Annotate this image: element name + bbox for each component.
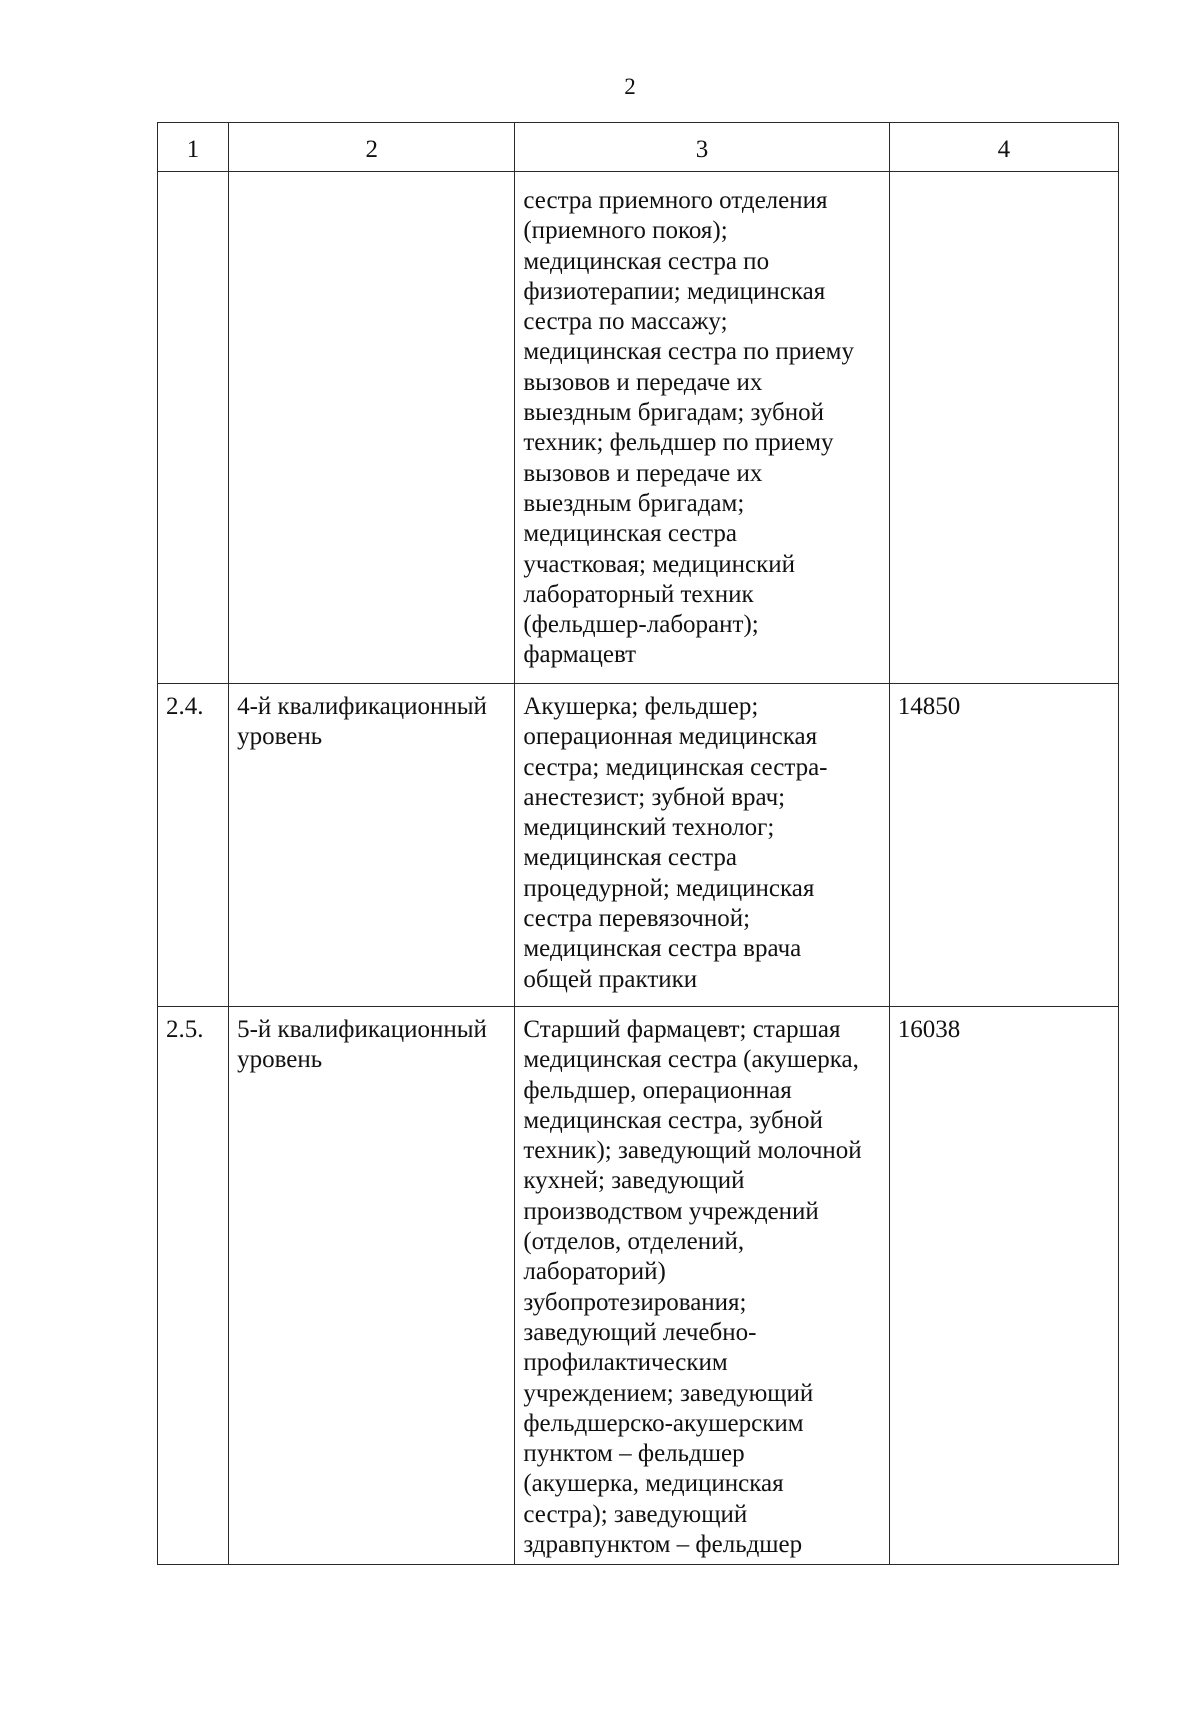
qualification-level-cell: [229, 172, 515, 684]
qualification-level-cell: 5-й квалификационный уровень: [229, 1007, 515, 1565]
row-number-cell: 2.5.: [158, 1007, 229, 1565]
page-number: 2: [624, 74, 636, 99]
column-header-1: 1: [158, 123, 229, 172]
salary-cell: [889, 172, 1118, 684]
row-number-cell: 2.4.: [158, 684, 229, 1007]
positions-cell: сестра приемного отделения (приемного покоя); медицинская сестра по физиотерапии; медицинская сестра по массажу; медицинская сестра по приему вызовов и передаче их выездным бригадам; зубной техник; фельдшер по приему вызовов и передаче их выездным бригадам; медицинская сестра участковая; медицинский лабораторный техник (фельдшер-лаборант); фармацевт: [515, 172, 889, 684]
table-row: [158, 1007, 1119, 1565]
salary-cell: 16038: [889, 1007, 1118, 1565]
table-header-row: [158, 123, 1119, 172]
column-header-4: 4: [889, 123, 1118, 172]
row-number-cell: [158, 172, 229, 684]
column-header-3: 3: [515, 123, 889, 172]
salary-table: [157, 122, 1119, 1565]
column-header-2: 2: [229, 123, 515, 172]
table-row: [158, 172, 1119, 684]
positions-cell: Старший фармацевт; старшая медицинская сестра (акушерка, фельдшер, операционная медицинская сестра, зубной техник); заведующий молочной кухней; заведующий производством учреждений (отделов, отделений, лабораторий) зубопротезирования; заведующий лечебно- профилактическим учреждением; заведующий фельдшерско-акушерским пунктом – фельдшер (акушерка, медицинская сестра); заведующий здравпунктом – фельдшер: [515, 1007, 889, 1565]
positions-cell: Акушерка; фельдшер; операционная медицинская сестра; медицинская сестра- анестезист; зубной врач; медицинский технолог; медицинская сестра процедурной; медицинская сестра перевязочной; медицинская сестра врача общей практики: [515, 684, 889, 1007]
salary-cell: 14850: [889, 684, 1118, 1007]
qualification-level-cell: 4-й квалификационный уровень: [229, 684, 515, 1007]
table-row: [158, 684, 1119, 1007]
